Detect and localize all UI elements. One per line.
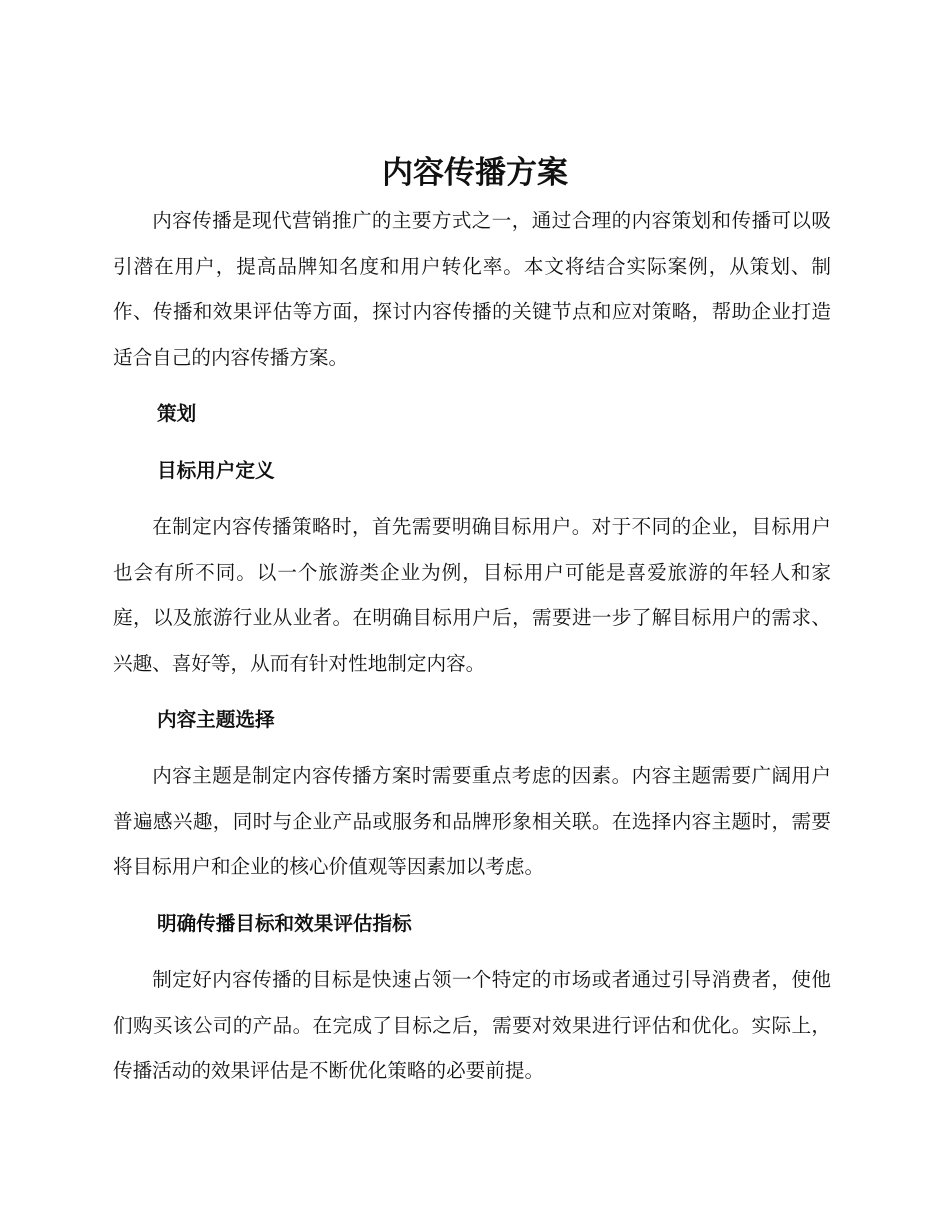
intro-paragraph: 内容传播是现代营销推广的主要方式之一，通过合理的内容策划和传播可以吸引潜在用户，提高品牌知名度和用户转化率。本文将结合实际案例，从策划、制作、传播和效果评估等方面，探讨内容传播的关键节点和应对策略，帮助企业打造适合自己的内容传播方案。	[113, 209, 831, 369]
subheading-target-users: 目标用户定义	[157, 459, 275, 482]
document-title: 内容传播方案	[382, 155, 568, 191]
section-heading-planning: 策划	[157, 402, 197, 425]
paragraph-content-theme: 内容主题是制定内容传播方案时需要重点考虑的因素。内容主题需要广阔用户普遍感兴趣，同时与企业产品或服务和品牌形象相关联。在选择内容主题时，需要将目标用户和企业的核心价值观等因素加以考虑。	[113, 764, 831, 878]
paragraph-target-users: 在制定内容传播策略时，首先需要明确目标用户。对于不同的企业，目标用户也会有所不同。以一个旅游类企业为例，目标用户可能是喜爱旅游的年轻人和家庭，以及旅游行业从业者。在明确目标用户后，需要进一步了解目标用户的需求、兴趣、喜好等，从而有针对性地制定内容。	[113, 515, 831, 675]
paragraph-goals-metrics: 制定好内容传播的目标是快速占领一个特定的市场或者通过引导消费者，使他们购买该公司的产品。在完成了目标之后，需要对效果进行评估和优化。实际上，传播活动的效果评估是不断优化策略的必要前提。	[113, 968, 831, 1082]
subheading-goals-metrics: 明确传播目标和效果评估指标	[157, 912, 412, 935]
subheading-content-theme: 内容主题选择	[157, 708, 275, 731]
